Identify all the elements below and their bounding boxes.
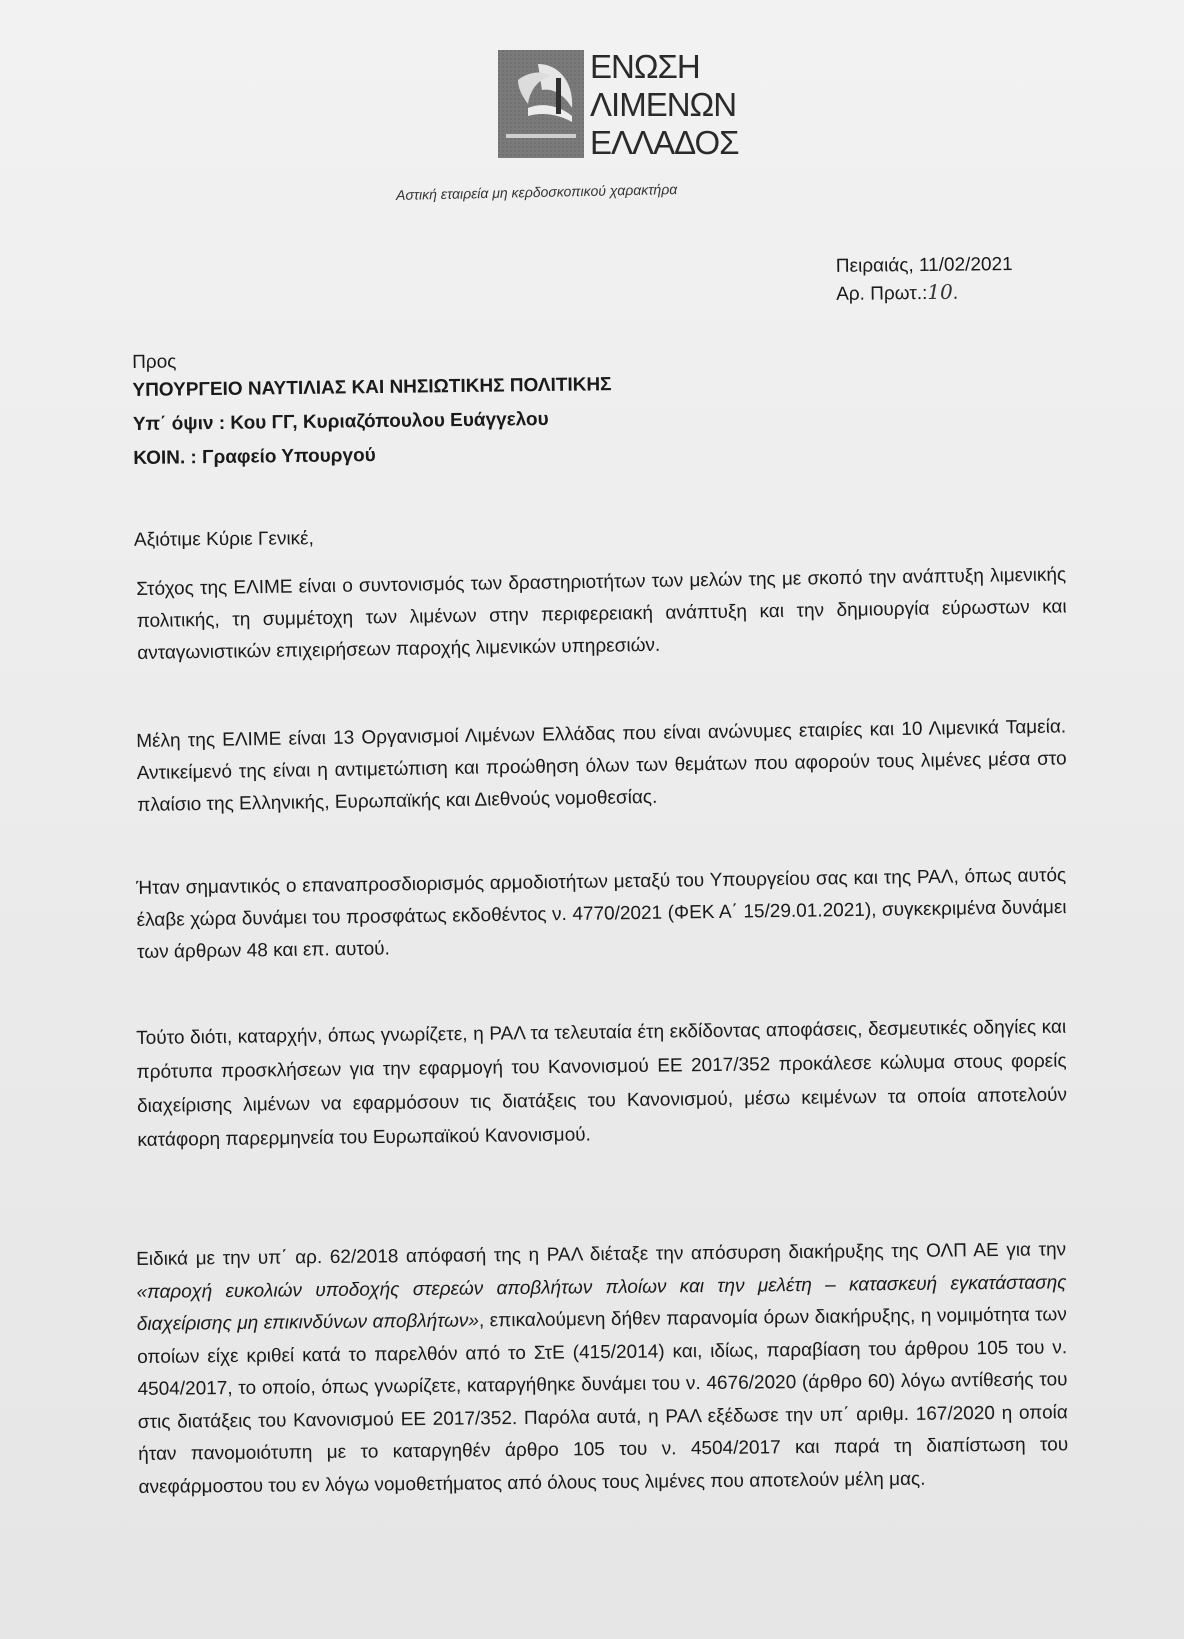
organization-logo [498,48,739,162]
paragraph-4: Τούτο διότι, καταρχήν, όπως γνωρίζετε, η ΡΑΛ τα τελευταία έτη εκδίδοντας αποφάσεις, δεσμευτικές οδηγίες και πρότυπα προσκλήσεων για την εφαρμογή του Κανονισμού ΕΕ 2017/352 προκάλεσε κώλυμα στους φορείς διαχείρισης λιμένων να εφαρμόσουν τις διατάξεις του Κανονισμού, μέσω κειμένων τα οποία αποτελούν κατάφορη παρερμηνεία του Ευρωπαϊκού Κανονισμού. [136,1016,1068,1151]
organization-tagline: Αστική εταιρεία μη κερδοσκοπικού χαρακτήρα [395,181,678,203]
port-logo-icon [498,50,584,158]
paragraph-5-quote: «παροχή ευκολιών υποδοχής στερεών αποβλήτων πλοίων και την μελέτη – κατασκευή εγκατάστασης διαχείρισης μη επικινδύνων αποβλήτων» [136,1271,1067,1335]
paragraph-5-end: , επικαλούμενη δήθεν παρανομία όρων διακήρυξης, η νομιμότητα των οποίων είχε κριθεί κατά το παρελθόν από το ΣτΕ (415/2014) και, ιδίως, παραβίαση του άρθρου 105 του ν. 4504/2017, το οποίο, όπως γνωρίζετε, καταργήθηκε δυνάμει του ν. 4676/2020 (άρθρο 60) λόγω αντίθεσής του στις διατάξεις του Κανονισμού ΕΕ 2017/352. Παρόλα αυτά, η ΡΑΛ εξέδωσε την υπ΄ αριθμ. 167/2020 η οποία ήταν πανομοιότυπη με το καταργηθέν άρθρο 105 του ν. 4504/2017 και παρά τη διαπίστωση του ανεφάρμοστου του εν λόγω νομοθετήματος από όλους τους λιμένες που αποτελούν μέλη μας. [137,1304,1069,1498]
logo-line-2: ΛΙΜΕΝΩΝ [590,86,737,123]
recipient-to: Προς [132,351,177,373]
logo-line-3: ΕΛΛΑΔΟΣ [590,124,739,161]
paragraph-2: Μέλη της ΕΛΙΜΕ είναι 13 Οργανισμοί Λιμένων Ελλάδας που είναι ανώνυμες εταιρίες και 10 Λιμενικά Ταμεία. Αντικείμενό της είναι η αντιμετώπιση και προώθηση όλων των θεμάτων που αφορούν τους λιμένες μέσα στο πλαίσιο της Ελληνικής, Ευρωπαϊκής και Διεθνούς νομοθεσίας. [136,716,1067,816]
letter-header [836,252,1013,308]
recipient-ministry: ΥΠΟΥΡΓΕΙΟ ΝΑΥΤΙΛΙΑΣ ΚΑΙ ΝΗΣΙΩΤΙΚΗΣ ΠΟΛΙΤΙΚΗΣ [132,374,612,401]
protocol-label: Αρ. Πρωτ.: [836,282,928,305]
paragraph-5-start: Ειδικά με την υπ΄ αρ. 62/2018 απόφασή της η ΡΑΛ διέταξε την απόσυρση διακήρυξης της ΟΛΠ ΑΕ για την [136,1239,1067,1270]
protocol-line: Αρ. Πρωτ.:10. [836,279,959,305]
recipient-block [132,346,613,482]
paragraph-1: Στόχος της ΕΛΙΜΕ είναι ο συντονισμός των δραστηριοτήτων των μελών της με σκοπό την ανάπτυξη λιμενικής πολιτικής, τη συμμέτοχη των λιμένων στην περιφερειακή ανάπτυξη και την δημιουργία εύρωστων και ανταγωνιστικών επιχειρήσεων παροχής λιμενικών υπηρεσιών. [136,564,1067,664]
organization-name [590,48,739,162]
salutation: Αξιότιμε Κύριε Γενικέ, [133,528,314,551]
recipient-attention: Υπ΄ όψιν : Κου ΓΓ, Κυριαζόπουλου Ευάγγελου [132,408,549,435]
place-date: Πειραιάς, 11/02/2021 [835,254,1013,277]
paragraph-5 [136,1234,1069,1504]
protocol-number: 10 [927,279,953,304]
paragraph-3: Ήταν σημαντικός ο επαναπροσδιορισμός αρμοδιοτήτων μεταξύ του Υπουργείου σας και της ΡΑΛ, όπως αυτός έλαβε χώρα δυνάμει του προσφάτως εκδοθέντος ν. 4770/2021 (ΦΕΚ Α΄ 15/29.01.2021), συγκεκριμένα δυνάμει των άρθρων 48 και επ. αυτού. [136,865,1067,963]
recipient-cc: ΚΟΙΝ. : Γραφείο Υπουργού [133,445,376,469]
logo-line-1: ΕΝΩΣΗ [590,48,700,85]
